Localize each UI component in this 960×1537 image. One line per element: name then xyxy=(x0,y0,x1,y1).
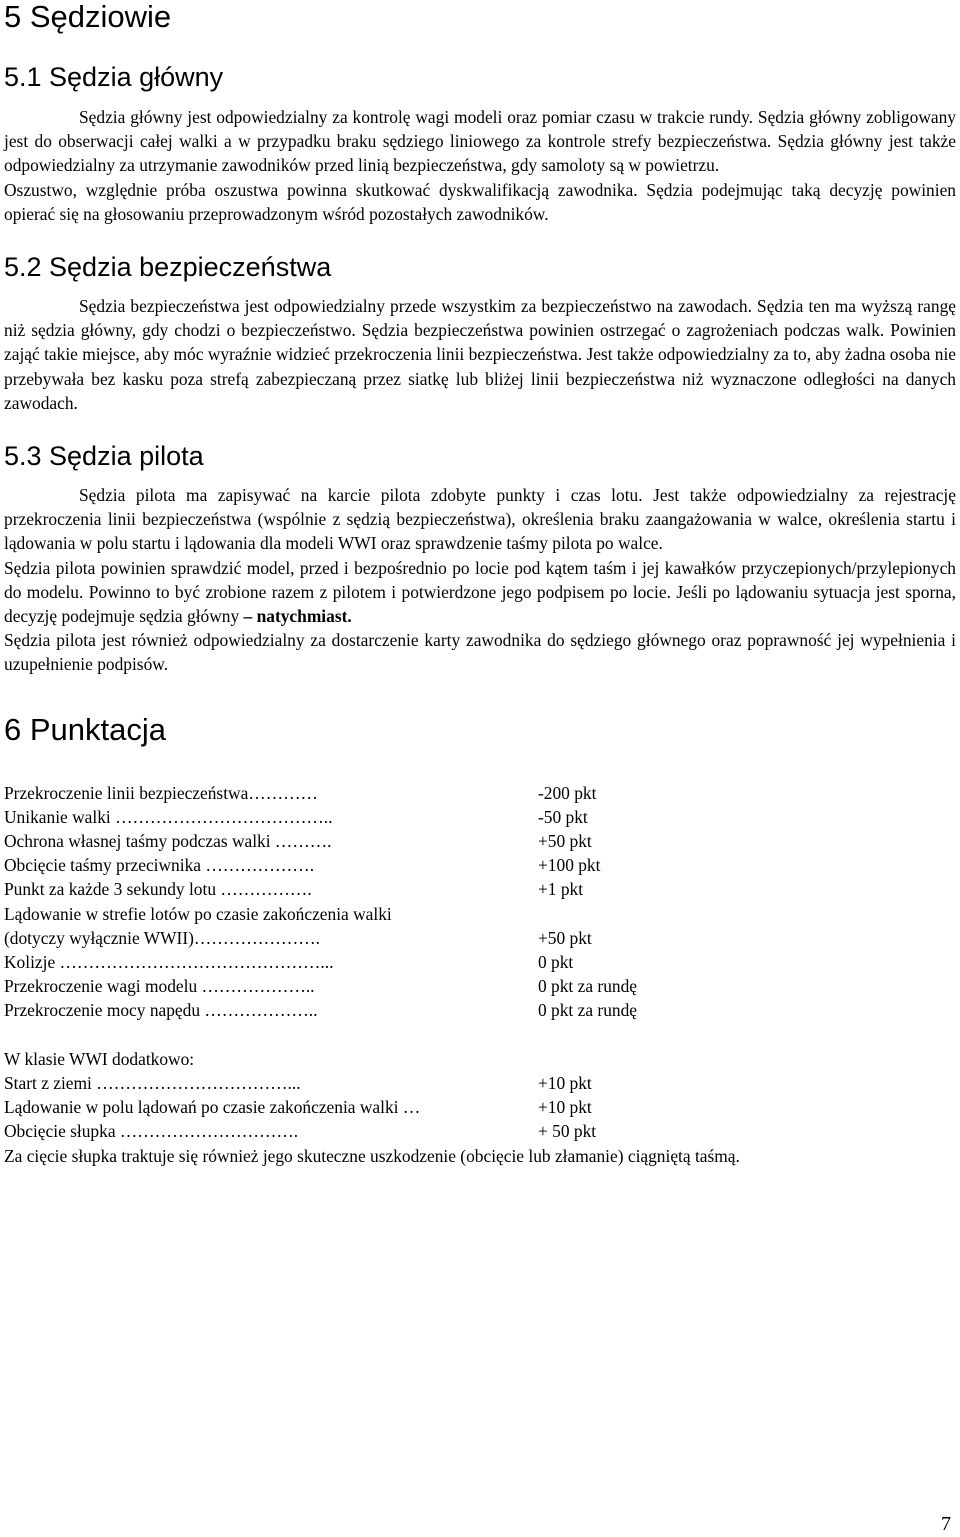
scoring-value: +1 pkt xyxy=(538,879,584,900)
scoring-row xyxy=(4,974,956,998)
section-6-heading: 6 Punktacja xyxy=(4,711,166,747)
section-5-3-heading: 5.3 Sędzia pilota xyxy=(4,441,204,472)
scoring-value: 0 pkt xyxy=(538,952,574,973)
scoring-value: +100 pkt xyxy=(538,855,601,876)
section-5-1-paragraph-2: Oszustwo, względnie próba oszustwa powinna skutkować dyskwalifikacją zawodnika. Sędzia podejmując taką decyzję powinien opierać się na głosowaniu przeprowadzonym wśród pozostałych zawodników. xyxy=(4,179,956,224)
scoring-row xyxy=(4,829,956,853)
document-page xyxy=(4,0,956,1168)
section-5-2-heading: 5.2 Sędzia bezpieczeństwa xyxy=(4,252,332,283)
scoring-row xyxy=(4,805,956,829)
scoring-row xyxy=(4,853,956,877)
scoring-value: +50 pkt xyxy=(538,927,592,948)
scoring-row xyxy=(4,1119,956,1143)
section-5-1-paragraph-1: Sędzia główny jest odpowiedzialny za kontrolę wagi modeli oraz pomiar czasu w trakcie rundy. Sędzia główny zobligowany jest do obserwacji całej walki a w przypadku braku sędziego liniowego za kontrole strefy bezpieczeństwa. Sędzia główny jest także odpowiedzialny za utrzymanie zawodników przed linią bezpieczeństwa, gdy samoloty są w powietrzu. xyxy=(4,107,956,176)
scoring-value: -50 pkt xyxy=(538,806,588,827)
scoring-row xyxy=(4,950,956,974)
scoring-row xyxy=(4,1095,956,1119)
scoring-note: Za cięcie słupka traktuje się również jego skuteczne uszkodzenie (obcięcie lub złamanie) ciągniętą taśmą. xyxy=(4,1145,740,1166)
scoring-value: 0 pkt za rundę xyxy=(538,976,637,997)
scoring-row xyxy=(4,998,956,1022)
scoring-label: Obcięcie słupka …………………………. xyxy=(4,1121,299,1142)
scoring-value: +10 pkt xyxy=(538,1072,592,1093)
scoring-label: Kolizje ………………………………………... xyxy=(4,952,334,973)
scoring-label: Punkt za każde 3 sekundy lotu ……………. xyxy=(4,879,312,900)
scoring-label: Obcięcie taśmy przeciwnika ………………. xyxy=(4,855,315,876)
scoring-row xyxy=(4,781,956,805)
section-5-3-paragraph-2-text: Sędzia pilota powinien sprawdzić model, przed i bezpośrednio po locie pod kątem taśm i jej kawałków przyczepionych/przylepionych do modelu. Powinno to być zrobione razem z pilotem i potwierdzone jego podpisem po locie. Jeśli po lądowaniu sytuacja jest sporna, decyzję podejmuje sędzia główny xyxy=(4,557,956,627)
scoring-label: Ochrona własnej taśmy podczas walki ………. xyxy=(4,831,332,852)
page-number: 7 xyxy=(941,1513,951,1535)
scoring-label-line-2: (dotyczy wyłącznie WWII)…………………. xyxy=(4,927,320,948)
section-5-3-paragraph-1: Sędzia pilota ma zapisywać na karcie pilota zdobyte punkty i czas lotu. Jest także odpowiedzialny za rejestrację przekroczenia linii bezpieczeństwa (wspólnie z sędzią bezpieczeństwa), określenia braku zaangażowania w walce, określenia startu i lądowania w polu startu i lądowania dla modeli WWI oraz sprawdzenie taśmy pilota po walce. xyxy=(4,485,956,554)
scoring-value: 0 pkt za rundę xyxy=(538,1000,637,1021)
scoring-label-line-1: Lądowanie w strefie lotów po czasie zakończenia walki xyxy=(4,903,392,924)
scoring-row xyxy=(4,877,956,901)
section-5-3-paragraph-2 xyxy=(4,556,956,629)
wwi-heading: W klasie WWI dodatkowo: xyxy=(4,1048,195,1069)
scoring-value: -200 pkt xyxy=(538,782,597,803)
section-5-3-paragraph-3: Sędzia pilota jest również odpowiedzialny za dostarczenie karty zawodnika do sędziego głównego oraz poprawność jej wypełnienia i uzupełnienie podpisów. xyxy=(4,630,956,675)
scoring-label: Unikanie walki ……………………………….. xyxy=(4,806,333,827)
scoring-row xyxy=(4,926,956,950)
scoring-label: Start z ziemi ……………………………... xyxy=(4,1072,301,1093)
scoring-label: Przekroczenie wagi modelu ……………….. xyxy=(4,976,315,997)
scoring-label: Przekroczenie mocy napędu ……………….. xyxy=(4,1000,318,1021)
spacer xyxy=(4,1023,956,1047)
scoring-list xyxy=(4,781,956,1168)
scoring-row xyxy=(4,1071,956,1095)
section-5-heading: 5 Sędziowie xyxy=(4,0,172,34)
scoring-label: Przekroczenie linii bezpieczeństwa………… xyxy=(4,782,318,803)
section-5-2-paragraph-1: Sędzia bezpieczeństwa jest odpowiedzialny przede wszystkim za bezpieczeństwo na zawodach. Sędzia ten ma wyższą rangę niż sędzia główny, gdy chodzi o bezpieczeństwo. Sędzia bezpieczeństwa powinien ostrzegać o zagrożeniach podczas walk. Powinien zająć takie miejsce, aby móc wyraźnie widzieć przekroczenia linii bezpieczeństwa. Jest także odpowiedzialny za to, aby żadna osoba nie przebywała bez kasku poza strefą zabezpieczaną przez siatkę lub bliżej linii bezpieczeństwa niż wyznaczone odległości na danych zawodach. xyxy=(4,296,956,413)
scoring-value: +50 pkt xyxy=(538,831,592,852)
section-5-1-heading: 5.1 Sędzia główny xyxy=(4,62,224,92)
scoring-value: + 50 pkt xyxy=(538,1121,597,1142)
section-5-3-paragraph-2-bold: – natychmiast. xyxy=(243,606,352,627)
scoring-label: Lądowanie w polu lądowań po czasie zakończenia walki … xyxy=(4,1097,421,1118)
scoring-value: +10 pkt xyxy=(538,1097,592,1118)
